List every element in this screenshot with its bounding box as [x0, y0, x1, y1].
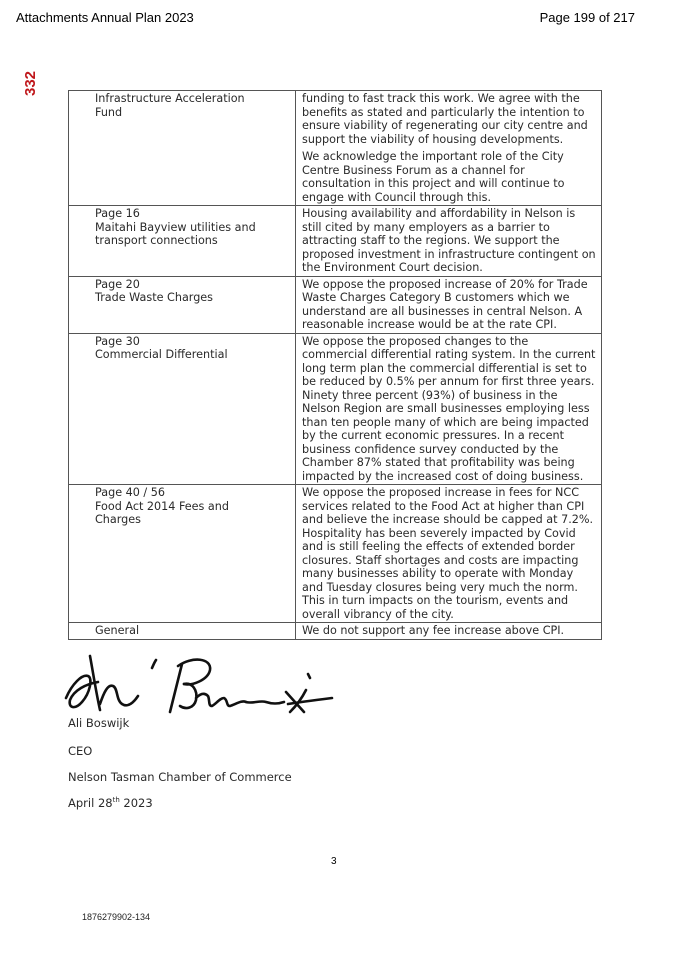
- table-row: [69, 333, 602, 485]
- topic-line: Page 40 / 56: [95, 486, 165, 499]
- date-prefix: April 28: [68, 796, 113, 810]
- header-document-title: Attachments Annual Plan 2023: [16, 10, 194, 25]
- comment-paragraph: We oppose the proposed increase of 20% for Trade Waste Charges Category B customers which we understand are all businesses in central Nelson. A reasonable increase would be at the rate CPI.: [302, 277, 588, 331]
- topic-cell: [69, 91, 296, 206]
- table-row: [69, 485, 602, 623]
- date-ordinal: th: [112, 796, 120, 805]
- topic-line: Maitahi Bayview utilities and: [95, 220, 256, 234]
- topic-cell: [69, 206, 296, 277]
- comment-paragraph: Housing availability and affordability in Nelson is still cited by many employers as a barrier to attracting staff to the regions. We support the proposed investment in infrastructure contingent on the Environment Court decision.: [302, 207, 596, 274]
- comment-paragraph: We do not support any fee increase above CPI.: [302, 624, 565, 637]
- table-row: [69, 91, 602, 206]
- topic-line: transport connections: [95, 234, 218, 247]
- topic-line: Page 30: [95, 334, 140, 348]
- topic-cell: [69, 276, 296, 333]
- topic-cell: [69, 485, 296, 623]
- submission-table-body: [69, 91, 602, 640]
- comment-cell: [296, 206, 602, 277]
- signatory-name: Ali Boswijk: [68, 716, 130, 730]
- comment-cell: [296, 276, 602, 333]
- topic-cell: [69, 623, 296, 640]
- signature-image: [60, 648, 340, 720]
- submission-table: [68, 90, 602, 640]
- topic-line: Charges: [95, 513, 141, 526]
- topic-line: Page 16: [95, 207, 140, 220]
- side-page-number: 332: [22, 70, 39, 96]
- header-page-indicator: Page 199 of 217: [539, 10, 635, 25]
- document-id: 1876279902-134: [82, 912, 151, 922]
- comment-cell: [296, 485, 602, 623]
- topic-line: Infrastructure Acceleration: [95, 92, 245, 105]
- topic-line: Commercial Differential: [95, 348, 228, 361]
- page-number: 3: [331, 856, 337, 867]
- topic-line: Food Act 2014 Fees and: [95, 499, 229, 513]
- table-row: [69, 206, 602, 277]
- topic-line: Page 20: [95, 277, 140, 291]
- signatory-title: CEO: [68, 744, 93, 758]
- signature-date: [68, 796, 153, 810]
- topic-cell: [69, 333, 296, 485]
- topic-line: Trade Waste Charges: [95, 291, 214, 304]
- table-row: [69, 276, 602, 333]
- comment-paragraph: funding to fast track this work. We agree with the benefits as stated and particularly the intention to ensure viability of regenerating our city centre and support the viability of housing developments.: [302, 92, 588, 146]
- comment-paragraph: We acknowledge the important role of the City Centre Business Forum as a channel for consultation in this project and will continue to engage with Council through this.: [302, 150, 565, 204]
- comment-paragraph: We oppose the proposed increase in fees for NCC services related to the Food Act at higher than CPI and believe the increase should be capped at 7.2%. Hospitality has been severely impacted by Covid and is still feeling the effects of extended border closures. Staff shortages and costs are impacting many businesses ability to operate with Monday and Tuesday closures being very much the norm. This in turn impacts on the tourism, events and overall vibrancy of the city.: [302, 486, 594, 621]
- comment-cell: [296, 333, 602, 485]
- comment-paragraph: We oppose the proposed changes to the commercial differential rating system. In the current long term plan the commercial differential is set to be reduced by 0.5% per annum for first three years. Ninety three percent (93%) of business in the Nelson Region are small businesses employing less than ten people many of which are being impacted by the current economic pressures. In a recent business confidence survey conducted by the Chamber 87% stated that profitability was being impacted by the increased cost of doing business.: [302, 334, 596, 483]
- date-suffix: 2023: [119, 796, 153, 810]
- signatory-organisation: Nelson Tasman Chamber of Commerce: [68, 770, 292, 784]
- topic-line: Fund: [95, 105, 123, 119]
- table-row: [69, 623, 602, 640]
- topic-line: General: [95, 624, 140, 637]
- comment-cell: [296, 91, 602, 206]
- comment-cell: [296, 623, 602, 640]
